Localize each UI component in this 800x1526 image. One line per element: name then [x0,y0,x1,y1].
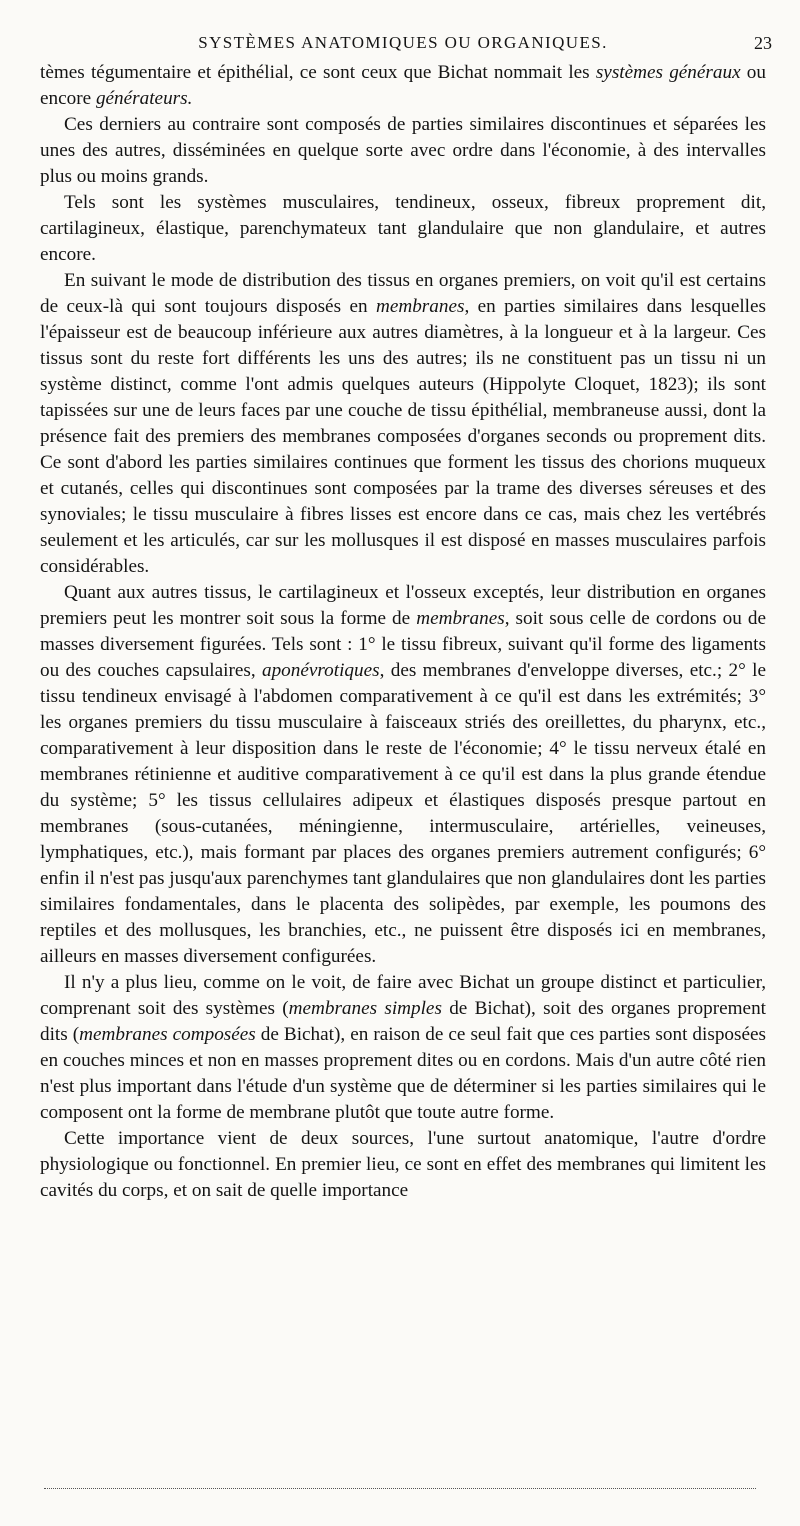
paragraph [40,268,766,580]
paragraph [40,60,766,112]
italic-text: membranes composées [79,1024,256,1045]
text-run: Il n'y a plus lieu, comme on le voit, de faire avec Bichat un groupe distinct et particulier, comprenant soit des systèmes ( [40,972,766,1019]
text-run: , soit sous celle de cordons ou de masses diversement figurées. Tels sont : 1° le tissu fibreux, suivant qu'il forme des ligaments ou des couches capsulaires, [40,608,766,681]
paragraph [40,1126,766,1204]
text-run: de Bichat), soit des organes proprement dits ( [40,998,766,1045]
paragraph [40,580,766,970]
body-text [40,60,766,1204]
text-run: de Bichat), en raison de ce seul fait que ces parties sont disposées en couches minces et non en masses proprement dites ou en cordons. Mais d'un autre côté rien n'est plus important dans l'étude d'un système que de déterminer si les parties similaires qui le composent ont la forme de membrane plutôt que toute autre forme. [40,1024,766,1123]
book-page [40,28,772,1204]
paragraph [40,112,766,190]
italic-text: membranes simples [288,998,442,1019]
text-run: Ces derniers au contraire sont composés de parties similaires discontinues et séparées les unes des autres, disséminées en quelque sorte avec ordre dans l'économie, à des intervalles plus ou moins grands. [40,114,766,187]
paragraph [40,970,766,1126]
text-run: , des membranes d'enveloppe diverses, etc.; 2° le tissu tendineux envisagé à l'abdomen comparativement à ce qu'il est dans les extrémités; 3° les organes premiers du tissu musculaire à faisceaux striés des oreillettes, du pharynx, etc., comparativement à leur disposition dans le reste de l'économie; 4° le tissu nerveux étalé en membranes rétinienne et auditive comparativement à ce qu'il est dans la plus grande étendue du système; 5° les tissus cellulaires adipeux et élastiques disposés presque partout en membranes (sous-cutanées, méningienne, intermusculaire, artérielles, veineuses, lymphatiques, etc.), mais formant par places des organes premiers autrement configurés; 6° enfin il n'est pas jusqu'aux parenchymes tant glandulaires que non glandulaires dont les parties similaires fondamentales, dans le placenta des solipèdes, par exemple, les poumons des reptiles et des mollusques, les branchies, etc., ne puissent être disposés ici en membranes, ailleurs en masses diversement configurées. [40,660,766,967]
paragraph [40,190,766,268]
running-head [40,28,772,58]
running-head-title: SYSTÈMES ANATOMIQUES OU ORGANIQUES. [198,33,608,52]
text-run: Quant aux autres tissus, le cartilagineux et l'osseux exceptés, leur distribution en organes premiers peut les montrer soit sous la forme de [40,582,766,629]
footer-dotted-rule [44,1488,756,1489]
text-run: ou encore [40,62,766,109]
text-run: Cette importance vient de deux sources, l'une surtout anatomique, l'autre d'ordre physiologique ou fonctionnel. En premier lieu, ce sont en effet des membranes qui limitent les cavités du corps, et on sait de quelle importance [40,1128,766,1201]
text-run: , en parties similaires dans lesquelles l'épaisseur est de beaucoup inférieure aux autres diamètres, à la longueur et à la largeur. Ces tissus sont du reste fort différents les uns des autres; ils ne constituent pas un tissu ni un système distinct, comme l'ont admis quelques auteurs (Hippolyte Cloquet, 1823); ils sont tapissées sur une de leurs faces par une couche de tissu épithélial, membraneuse aussi, dont la présence fait des premiers des membranes composées d'organes seconds ou proprement dits. Ce sont d'abord les parties similaires continues que forment les tissus des chorions muqueux et cutanés, celles qui discontinues sont composées par la trame des diverses séreuses et des synoviales; le tissu musculaire à fibres lisses est encore dans ce cas, mais chez les vertébrés seulement et les articulés, car sur les mollusques il est disposé en masses musculaires parfois considérables. [40,296,766,577]
text-run: En suivant le mode de distribution des tissus en organes premiers, on voit qu'il est certains de ceux-là qui sont toujours disposés en [40,270,766,317]
italic-text: membranes [375,296,465,317]
italic-text: systèmes généraux [595,62,741,83]
italic-text: membranes [416,608,505,629]
text-run: tèmes tégumentaire et épithélial, ce sont ceux que Bichat nommait les [40,62,596,83]
page-number: 23 [754,33,772,53]
italic-text: aponévrotiques [261,660,380,681]
text-run: Tels sont les systèmes musculaires, tendineux, osseux, fibreux proprement dit, cartilagineux, élastique, parenchymateux tant glandulaire que non glandulaire, et autres encore. [40,192,766,265]
italic-text: générateurs. [95,88,193,109]
